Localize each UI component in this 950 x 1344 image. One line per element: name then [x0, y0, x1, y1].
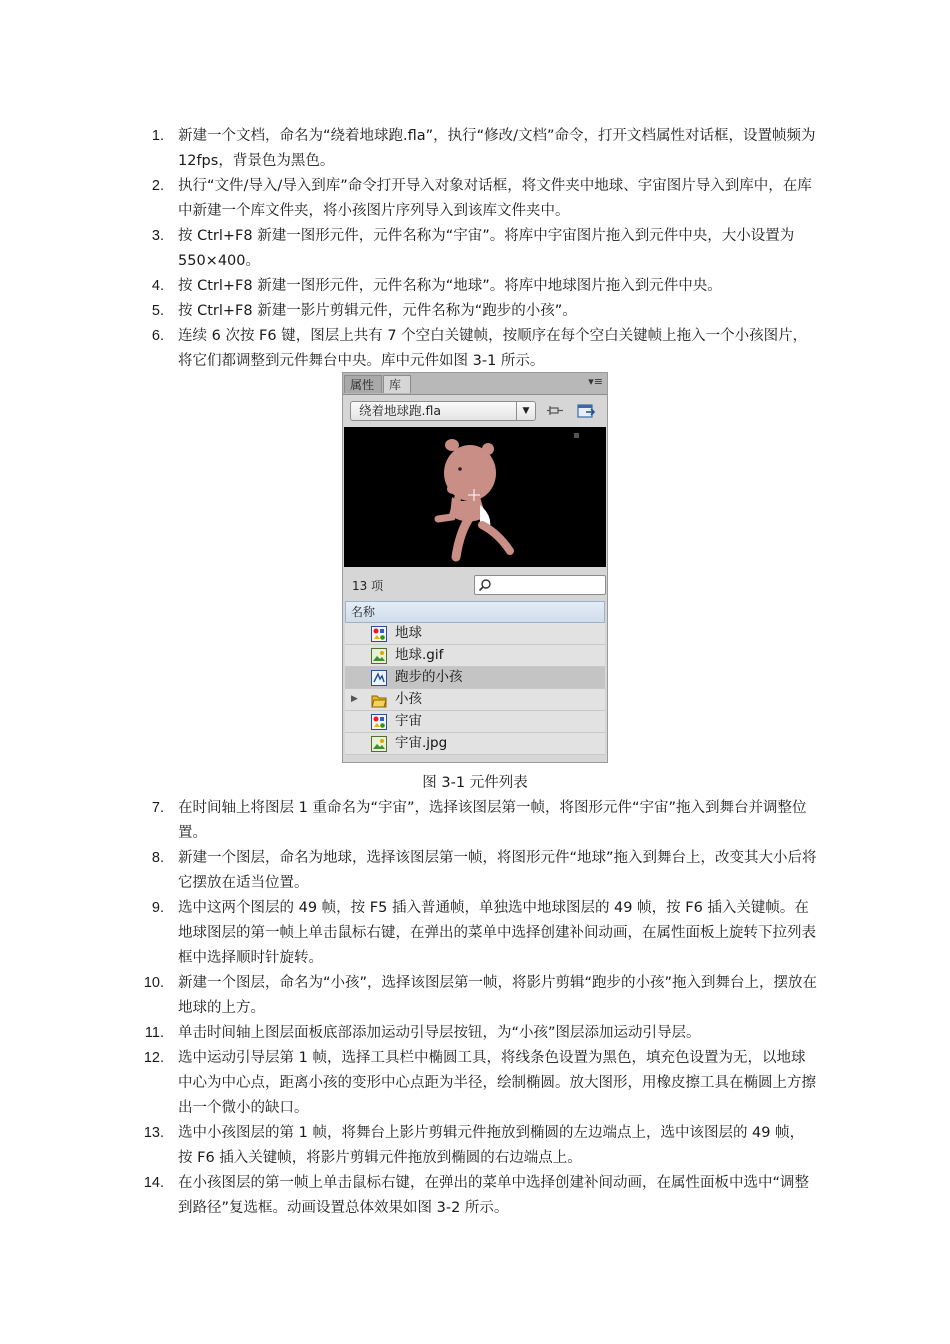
figure-caption: 图 3-1 元件列表: [422, 775, 528, 791]
step-number: 1.: [151, 128, 164, 144]
step-number: 10.: [143, 975, 164, 991]
library-item[interactable]: [345, 711, 605, 733]
step-text: 新建一个文档，命名为“绕着地球跑.fla”，执行“修改/文档”命令，打开文档属性对话框，设置帧频为 12fps，背景色为黑色。: [178, 128, 816, 169]
item-label: 地球.gif: [395, 647, 444, 663]
step-item: [0, 1046, 950, 1121]
step-item: [0, 846, 950, 896]
symbol-preview: [344, 427, 606, 567]
step-number: 7.: [151, 800, 164, 816]
instruction-list-part1: [0, 124, 950, 374]
step-number: 3.: [151, 228, 164, 244]
library-item-list: [345, 623, 605, 755]
step-item: [0, 174, 950, 224]
item-label: 跑步的小孩: [395, 669, 463, 685]
item-label: 地球: [395, 625, 422, 641]
library-count-row: [343, 573, 607, 597]
document-select[interactable]: [350, 401, 536, 421]
movieclip-symbol-icon: [371, 670, 387, 686]
step-item: [0, 796, 950, 846]
step-text: 选中运动引导层第 1 帧，选择工具栏中椭圆工具，将线条色设置为黑色，填充色设置为无，以地球中心为中心点，距离小孩的变形中心点距为半径，绘制椭圆。放大图形，用橡皮擦工具在椭圆上方擦出一个微小的缺口。: [178, 1050, 816, 1116]
column-header-name[interactable]: 名称: [345, 601, 605, 623]
document-row: [343, 395, 607, 427]
step-item: [0, 224, 950, 274]
step-item: [0, 1171, 950, 1221]
step-number: 6.: [151, 328, 164, 344]
instruction-list-part2: [0, 796, 950, 1221]
folder-icon: [371, 692, 387, 708]
chevron-down-icon[interactable]: ▼: [516, 402, 535, 420]
library-item-folder[interactable]: [345, 689, 605, 711]
step-number: 9.: [151, 900, 164, 916]
step-item: [0, 324, 950, 374]
step-text: 按 Ctrl+F8 新建一图形元件，元件名称为“宇宙”。将库中宇宙图片拖入到元件中央，大小设置为 550×400。: [178, 228, 795, 269]
step-number: 12.: [143, 1050, 164, 1066]
step-number: 4.: [151, 278, 164, 294]
step-number: 2.: [151, 178, 164, 194]
step-item: [0, 124, 950, 174]
item-label: 宇宙.jpg: [395, 735, 448, 751]
search-icon: [478, 578, 492, 592]
step-number: 11.: [144, 1025, 164, 1041]
step-number: 14.: [143, 1175, 164, 1191]
tab-properties[interactable]: 属性: [344, 375, 382, 393]
item-count: 13 项: [352, 579, 384, 593]
library-item[interactable]: [345, 733, 605, 755]
bitmap-icon: [371, 736, 387, 752]
expand-arrow-icon[interactable]: ▶: [351, 694, 358, 704]
document-name: 绕着地球跑.fla: [359, 403, 442, 418]
step-text: 选中小孩图层的第 1 帧，将舞台上影片剪辑元件拖放到椭圆的左边端点上，选中该图层的 49 帧，按 F6 插入关键帧，将影片剪辑元件拖放到椭圆的右边端点上。: [178, 1125, 805, 1166]
step-text: 按 Ctrl+F8 新建一图形元件，元件名称为“地球”。将库中地球图片拖入到元件中央。: [178, 278, 722, 294]
item-label: 宇宙: [395, 713, 422, 729]
step-item: [0, 1021, 950, 1046]
step-text: 执行“文件/导入/导入到库”命令打开导入对象对话框，将文件夹中地球、宇宙图片导入到库中，在库中新建一个库文件夹，将小孩图片序列导入到该库文件夹中。: [178, 178, 812, 219]
graphic-symbol-icon: [371, 626, 387, 642]
step-item: [0, 1121, 950, 1171]
step-text: 连续 6 次按 F6 键，图层上共有 7 个空白关键帧，按顺序在每个空白关键帧上拖入一个小孩图片，将它们都调整到元件舞台中央。库中元件如图 3-1 所示。: [178, 328, 808, 369]
step-number: 13.: [143, 1125, 164, 1141]
panel-tab-bar: [343, 373, 607, 395]
library-item-selected[interactable]: [345, 667, 605, 689]
bitmap-icon: [371, 648, 387, 664]
step-number: 8.: [151, 850, 164, 866]
search-input[interactable]: [474, 575, 606, 595]
step-text: 选中这两个图层的 49 帧，按 F5 插入普通帧，单独选中地球图层的 49 帧，按 F6 插入关键帧。在地球图层的第一帧上单击鼠标右键，在弹出的菜单中选择创建补间动画，在属性面板上旋转下拉列表框中选择顺时针旋转。: [178, 900, 816, 966]
library-item[interactable]: [345, 645, 605, 667]
panel-menu-icon[interactable]: ▾≡: [588, 375, 603, 388]
step-item: [0, 896, 950, 971]
library-panel-screenshot: [342, 372, 608, 763]
step-text: 按 Ctrl+F8 新建一影片剪辑元件，元件名称为“跑步的小孩”。: [178, 303, 577, 319]
step-item: [0, 274, 950, 299]
step-text: 单击时间轴上图层面板底部添加运动引导层按钮，为“小孩”图层添加运动引导层。: [178, 1025, 701, 1041]
step-text: 新建一个图层，命名为地球，选择该图层第一帧，将图形元件“地球”拖入到舞台上，改变其大小后将它摆放在适当位置。: [178, 850, 817, 891]
tab-library[interactable]: 库: [383, 375, 411, 393]
pin-library-icon[interactable]: [546, 403, 564, 419]
library-item[interactable]: [345, 623, 605, 645]
new-library-panel-icon[interactable]: [577, 403, 597, 419]
item-label: 小孩: [395, 691, 422, 707]
step-text: 新建一个图层，命名为“小孩”，选择该图层第一帧，将影片剪辑“跑步的小孩”拖入到舞台上，摆放在地球的上方。: [178, 975, 818, 1016]
step-text: 在时间轴上将图层 1 重命名为“宇宙”，选择该图层第一帧，将图形元件“宇宙”拖入到舞台并调整位置。: [178, 800, 807, 841]
step-number: 5.: [151, 303, 164, 319]
step-item: [0, 299, 950, 324]
graphic-symbol-icon: [371, 714, 387, 730]
step-text: 在小孩图层的第一帧上单击鼠标右键，在弹出的菜单中选择创建补间动画，在属性面板中选中“调整到路径”复选框。动画设置总体效果如图 3-2 所示。: [178, 1175, 810, 1216]
step-item: [0, 971, 950, 1021]
